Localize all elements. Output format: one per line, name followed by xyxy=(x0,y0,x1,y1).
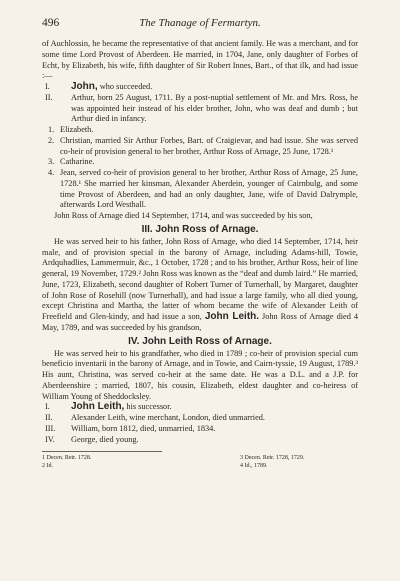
page-number: 496 xyxy=(42,17,60,29)
footnotes xyxy=(42,454,358,470)
footnote: 2 Id. xyxy=(42,463,53,470)
item-number: I. xyxy=(45,82,50,91)
body-text xyxy=(42,39,358,445)
inline-name: John Leith. xyxy=(204,311,260,322)
footnote: 1 Decen. Retr. 1728. xyxy=(42,455,92,462)
footnote: 3 Decen. Retr. 1728, 1729. xyxy=(240,455,305,462)
list-item: 2. Christian, married Sir Arthur Forbes, Bart. of Craigievar, and had issue. She was served co-heir of provision general to her brother, Arthur Ross of Arnage, 25 June, 1728.¹ xyxy=(48,135,358,156)
list-item: II. Arthur, born 25 August, 1711. By a post-nuptial settlement of Mr. and Mrs. Ross, he was appointed heir instead of his elder brother, John, who was deaf and dumb ; but Arthur died in infancy. xyxy=(45,92,358,124)
list-item: II. Alexander Leith, wine merchant, London, died unmarried. xyxy=(45,413,265,422)
section-heading-iv: IV. John Leith Ross of Arnage. xyxy=(128,335,272,347)
list-item: 4. Jean, served co-heir of provision general to her brother, Arthur Ross of Arnage, 25 June, 1728.¹ She married her kinsman, Alexander Aberdein, younger of Cairnbulg, and some time Provost of Aberdeen, and had an only daughter, Jane, wife of David Dalrymple, afterwards Lord Westhall. xyxy=(48,168,358,210)
footnote: 4 Id., 1789. xyxy=(240,463,268,470)
children-list-4 xyxy=(42,402,358,445)
section-heading-iii: III. John Ross of Arnage. xyxy=(141,223,259,235)
intro-paragraph: of Auchlossin, he became the representative of that ancient family. He was a merchant, and for some time Lord Provost of Aberdeen. He married, in 1704, Jane, only daughter of Forbes of Echt, by Elizabeth, his wife, fifth daughter of Sir Robert Innes, Bart., of that ilk, and had issue :— xyxy=(42,39,358,81)
item-number: II. xyxy=(45,92,53,102)
child-name: John Leith, xyxy=(71,401,125,413)
succession-note: John Ross of Arnage died 14 September, 1714, and was succeeded by his son, xyxy=(54,211,313,220)
paragraph-iii: He was served heir to his father, John Ross of Arnage, who died 14 September, 1714, heir male, and of provision special in the barony of Arnage, including Adams-hill, Towie, Ardquhadlies, Lammermuir, &c., 1 October, 1728 ; and to his brother, Arthur Ross, heir of line general, 19 November, 1729.² John Ross was known as the “deaf and dumb laird.” He married, June, 1723, Elizabeth, second daughter of Robert Turner of Turnerhall, by Margaret, daughter of John Rose of Rosehill (now Turnerhall), and had issue a large family, who all died young, except Christina and Martha, the latter of whom became the wife of Alexander Leith of Freefield and Glen-kindy, and had issue a son, John Leith. John Ross of Arnage died 4 May, 1789, and was succeeded by his grandson, xyxy=(42,236,358,332)
paragraph-iv: He was served heir to his grandfather, who died in 1789 ; co-heir of provision special cum beneficio inventarii in the barony of Arnage, and in Towie, and Cairn-tyssie, 19 August, 1789.³ His aunt, Christina, was served co-heir at the same date. He was a D.L. and a J.P. for Aberdeenshire ; married, 1807, his cousin, Elizabeth, eldest daughter and co-heiress of William Young of Sheddocksley. xyxy=(42,348,358,401)
list-item: 3. Catharine. xyxy=(48,157,95,167)
running-title: The Thanage of Fermartyn. xyxy=(139,17,261,29)
daughters-list-1 xyxy=(42,125,358,211)
footnote-rule xyxy=(42,451,162,452)
list-item: I. John, who succeeded. xyxy=(45,81,153,92)
children-list-1 xyxy=(42,82,358,125)
list-item: I. John Leith, his successor. xyxy=(45,401,172,413)
list-item: IV. George, died young. xyxy=(45,434,139,444)
child-name: John, xyxy=(71,81,98,92)
list-item: III. William, born 1812, died, unmarried, 1834. xyxy=(45,423,216,433)
running-head xyxy=(42,17,358,33)
list-item: 1. Elizabeth. xyxy=(48,125,94,134)
